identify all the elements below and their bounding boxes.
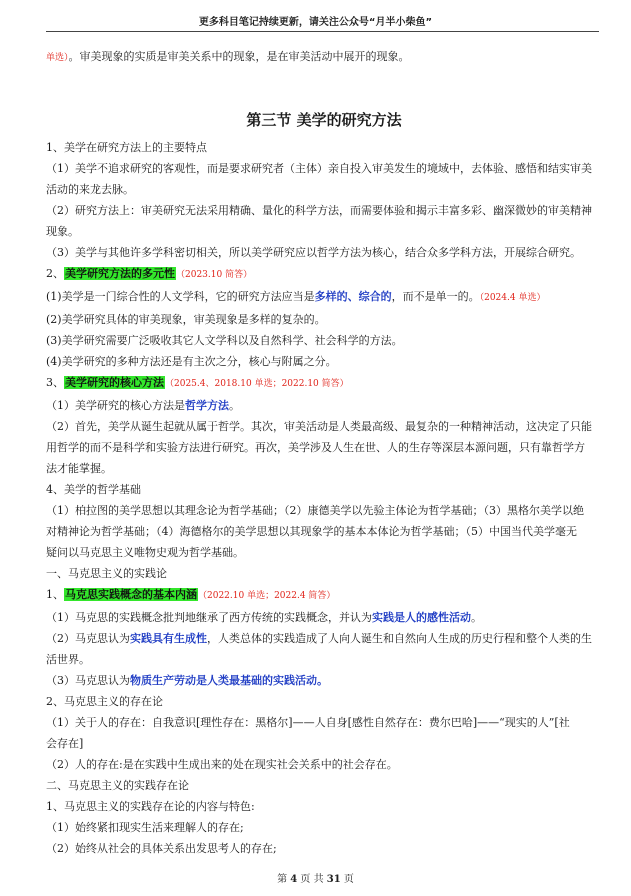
paragraph-line: 疑问以马克思主义唯物史观为哲学基础。 [46,546,244,559]
page-total: 31 [326,874,341,885]
heading-3 [46,372,602,395]
heading-number: 3、 [46,376,64,389]
paragraph-line: （2）人的存在:是在实践中生成出来的处在现实社会关系中的社会存在。 [46,758,398,771]
text-run: ，人类总体的实践造成了人向人诞生和自然向人生成的历史行程和整个人类的生 [207,632,592,645]
header-divider [46,31,599,32]
highlighted-heading: 马克思实践概念的基本内涵 [65,588,197,601]
page-footer [0,870,631,885]
paragraph-line: （1）美学不追求研究的客观性，而是要求研究者（主体）亲自投入审美发生的境域中，去体验、感悟和结实审美 [46,162,592,175]
paragraph-line: (4)美学研究的多种方法还是有主次之分，核心与附属之分。 [46,355,337,368]
footer-text: 第 [277,874,288,885]
paragraph-line: （2）始终从社会的具体关系出发思考人的存在; [46,842,277,855]
emphasis-text: 实践是人的感性活动 [372,611,471,624]
page-header: 更多科目笔记持续更新，请关注公众号“月半小柴鱼” [198,17,433,28]
paragraph-line: 会存在] [46,737,84,750]
paragraph-line: （3）美学与其他许多学科密切相关，所以美学研究应以哲学方法为核心，结合众多学科方法，开展综合研究。 [46,246,581,259]
intro-line [46,46,602,69]
text-run: 。 [471,611,482,624]
footer-text: 页 [343,874,354,885]
heading-5 [46,584,602,607]
page-number: 4 [290,874,298,885]
emphasis-text: 多样的、综合的 [314,290,392,303]
paragraph-line: (3)美学研究需要广泛吸收其它人文学科以及自然科学、社会科学的方法。 [46,334,403,347]
heading-2 [46,263,602,286]
exam-tag: （2023.10 简答） [176,270,253,280]
text-run: （3）马克思认为 [46,674,130,687]
paragraph-line: 用哲学的而不是科学和实验方法进行研究。再次，美学涉及人生在世、人的生存等深层本源问题，只有靠哲学方 [46,441,585,454]
footer-text: 页 共 [300,874,324,885]
paragraph-line [46,670,602,691]
text-run: ，而不是单一的。 [391,290,480,303]
section-title: 第三节 美学的研究方法 [246,111,402,129]
heading-7: 1、马克思主义的实践存在论的内容与特色: [46,800,255,813]
text-run: （1）美学研究的核心方法是 [46,399,185,412]
exam-tag: （2025.4、2018.10 单选；2022.10 简答） [165,379,349,389]
paragraph-line [46,607,602,628]
emphasis-text: 实践具有生成性 [130,632,207,645]
subsection-heading: 一、马克思主义的实践论 [46,567,167,580]
text-run: （1）马克思的实践概念批判地继承了西方传统的实践概念，并认为 [46,611,372,624]
highlighted-heading: 美学研究的核心方法 [65,376,164,389]
paragraph-line: (2)美学研究具体的审美现象，审美现象是多样的复杂的。 [46,313,326,326]
text-run: 。 [229,399,240,412]
heading-4: 4、美学的哲学基础 [46,483,141,496]
text-run: (1)美学是一门综合性的人文学科，它的研究方法应当是 [46,290,315,303]
paragraph-line: 现象。 [46,225,79,238]
heading-1: 1、美学在研究方法上的主要特点 [46,141,207,154]
exam-tag: （2022.10 单选；2022.4 简答） [198,591,336,601]
intro-text: 。审美现象的实质是审美关系中的现象，是在审美活动中展开的现象。 [68,50,410,63]
highlighted-heading: 美学研究方法的多元性 [65,267,175,280]
emphasis-text: 哲学方法 [185,399,229,412]
paragraph-line: （2）研究方法上：审美研究无法采用精确、量化的科学方法，而需要体验和揭示丰富多彩、幽深微妙的审美精神 [46,204,592,217]
heading-number: 1、 [46,588,64,601]
heading-6: 2、马克思主义的存在论 [46,695,163,708]
paragraph-line [46,628,602,649]
subsection-heading: 二、马克思主义的实践存在论 [46,779,189,792]
text-run: （2）马克思认为 [46,632,130,645]
paragraph-line: （1）柏拉图的美学思想以其理念论为哲学基础；（2）康德美学以先验主体论为哲学基础；（3）黑格尔美学以绝 [46,504,584,517]
paragraph-line: 活世界。 [46,653,90,666]
paragraph-line [46,286,602,309]
document-body [46,46,602,859]
exam-tag: （2024.4 单选） [479,293,546,303]
paragraph-line: （1）关于人的存在：自我意识[理性存在：黑格尔]——人自身[感性自然存在：费尔巴哈]——“现实的人”[社 [46,716,570,729]
paragraph-line: 对精神论为哲学基础；（4）海德格尔的美学思想以其现象学的基本本体论为哲学基础；（5）中国当代美学毫无 [46,525,577,538]
paragraph-line: （2）首先，美学从诞生起就从属于哲学。其次，审美活动是人类最高级、最复杂的一种精神活动，这决定了只能 [46,420,592,433]
paragraph-line: （1）始终紧扣现实生活来理解人的存在; [46,821,244,834]
heading-number: 2、 [46,267,64,280]
paragraph-line: 法才能掌握。 [46,462,112,475]
paragraph-line: 活动的来龙去脉。 [46,183,134,196]
exam-tag: 单选） [46,53,69,63]
emphasis-text: 物质生产劳动是人类最基础的实践活动。 [130,674,328,687]
paragraph-line [46,395,602,416]
